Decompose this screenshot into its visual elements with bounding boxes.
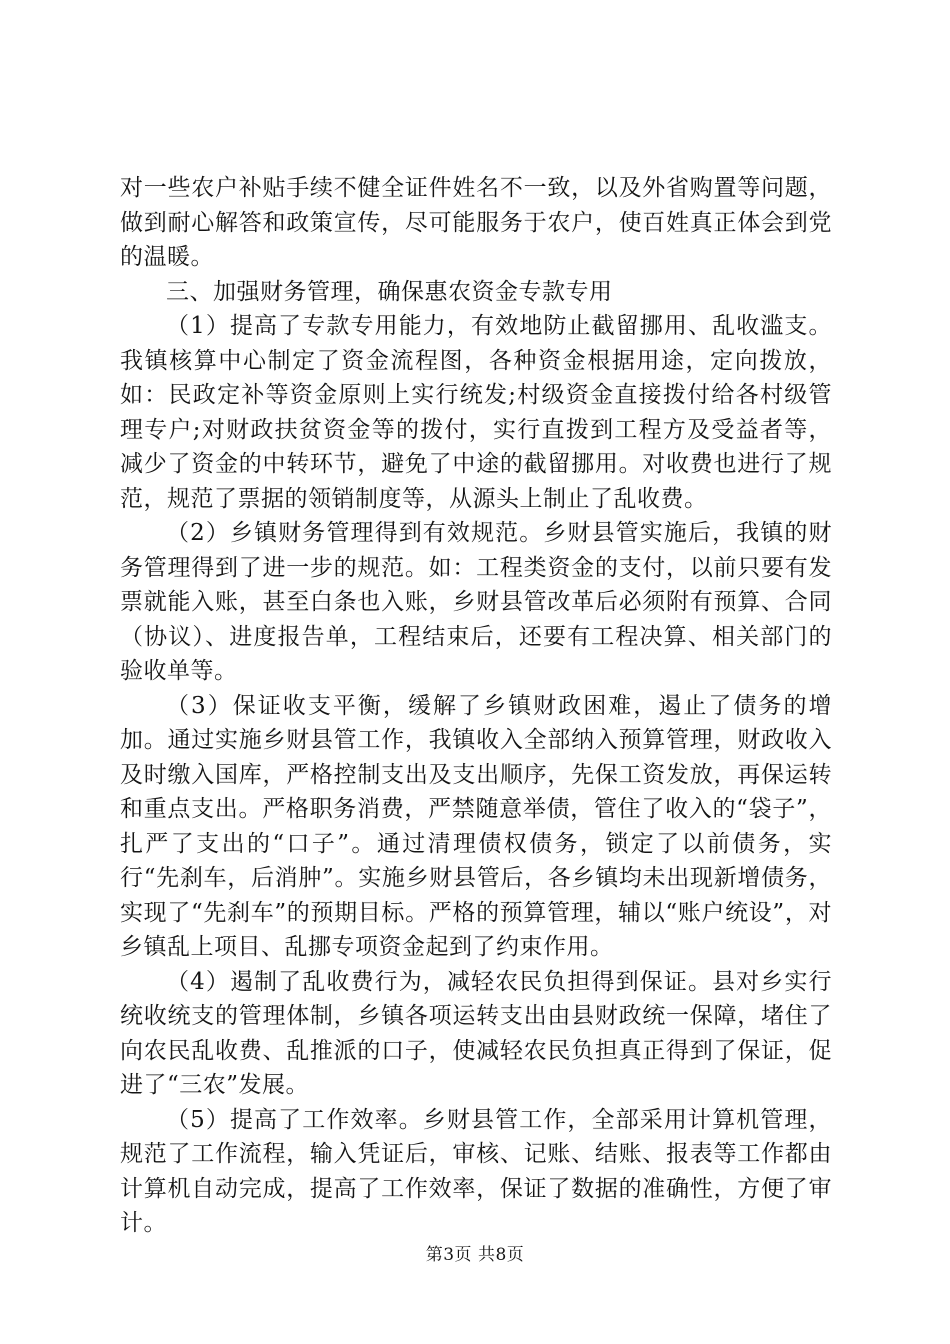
paragraph-item-4: （4）遏制了乱收费行为，减轻农民负担得到保证。县对乡实行统收统支的管理体制，乡镇各项运转支出由县财政统一保障，堵住了向农民乱收费、乱推派的口子，使减轻农民负担真正得到了保证，促进了“三农”发展。	[120, 968, 832, 1098]
paragraph-continuation: 对一些农户补贴手续不健全证件姓名不一致，以及外省购置等问题，做到耐心解答和政策宣传，尽可能服务于农户，使百姓真正体会到党的温暖。	[120, 175, 832, 270]
paragraph-item-5: （5）提高了工作效率。乡财县管工作，全部采用计算机管理，规范了工作流程，输入凭证后，审核、记账、结账、报表等工作都由计算机自动完成，提高了工作效率，保证了数据的准确性，方便了审计。	[120, 1106, 832, 1236]
paragraph-item-3: （3）保证收支平衡，缓解了乡镇财政困难，遏止了债务的增加。通过实施乡财县管工作，我镇收入全部纳入预算管理，财政收入及时缴入国库，严格控制支出及支出顺序，先保工资发放，再保运转和重点支出。严格职务消费，严禁随意举债，管住了收入的“袋子”，扎严了支出的“口子”。通过清理债权债务，锁定了以前债务，实行“先刹车，后消肿”。实施乡财县管后，各乡镇均未出现新增债务，实现了“先刹车”的预期目标。严格的预算管理，辅以“账户统设”，对乡镇乱上项目、乱挪专项资金起到了约束作用。	[120, 692, 832, 960]
section-heading: 三、加强财务管理，确保惠农资金专款专用	[166, 278, 613, 305]
paragraph-item-1: （1）提高了专款专用能力，有效地防止截留挪用、乱收滥支。我镇核算中心制定了资金流程图，各种资金根据用途，定向拨放，如：民政定补等资金原则上实行统发;村级资金直接拨付给各村级管理专户;对财政扶贫资金等的拨付，实行直拨到工程方及受益者等，减少了资金的中转环节，避免了中途的截留挪用。对收费也进行了规范，规范了票据的领销制度等，从源头上制止了乱收费。	[120, 313, 832, 512]
page-number-footer: 第3页 共8页	[425, 1245, 525, 1265]
paragraph-item-2: （2）乡镇财务管理得到有效规范。乡财县管实施后，我镇的财务管理得到了进一步的规范。如：工程类资金的支付，以前只要有发票就能入账，甚至白条也入账，乡财县管改革后必须附有预算、合同（协议）、进度报告单，工程结束后，还要有工程决算、相关部门的验收单等。	[120, 520, 832, 684]
document-body	[120, 171, 832, 1241]
